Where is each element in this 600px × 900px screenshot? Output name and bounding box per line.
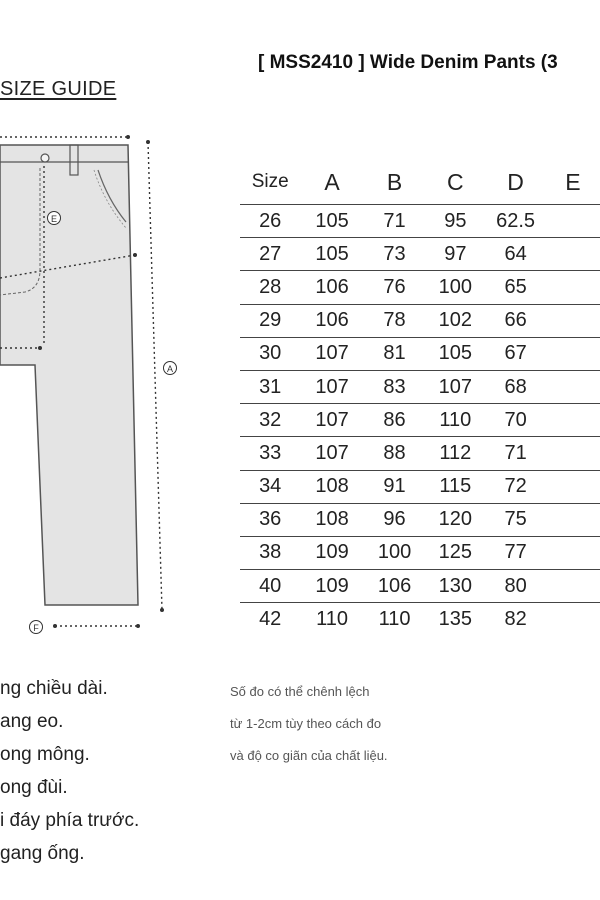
measure-cell — [546, 238, 600, 271]
measure-cell: 112 — [425, 437, 485, 470]
measure-cell: 130 — [425, 570, 485, 603]
measure-cell: 135 — [425, 603, 485, 636]
measure-cell: 82 — [485, 603, 546, 636]
measure-cell — [546, 570, 600, 603]
measure-cell: 80 — [485, 570, 546, 603]
measure-cell: 110 — [425, 404, 485, 437]
measure-cell: 107 — [300, 437, 363, 470]
size-cell: 32 — [240, 404, 300, 437]
label-a: A — [166, 364, 174, 374]
measure-cell — [546, 437, 600, 470]
size-guide-heading: SIZE GUIDE — [0, 78, 117, 100]
measure-cell: 95 — [425, 205, 485, 238]
size-cell: 40 — [240, 570, 300, 603]
size-table — [240, 160, 600, 635]
measure-cell: 115 — [425, 470, 485, 503]
size-cell: 31 — [240, 370, 300, 403]
legend-item: gang ống. — [0, 843, 85, 864]
size-cell: 34 — [240, 470, 300, 503]
size-cell: 30 — [240, 337, 300, 370]
measure-cell: 120 — [425, 503, 485, 536]
measure-cell: 62.5 — [485, 205, 546, 238]
measure-cell: 81 — [364, 337, 426, 370]
measure-cell: 109 — [300, 536, 363, 569]
table-row — [240, 603, 600, 636]
measure-cell: 105 — [425, 337, 485, 370]
measure-cell: 76 — [364, 271, 426, 304]
header-b: B — [386, 168, 403, 195]
measure-cell: 107 — [300, 337, 363, 370]
legend-item: ang eo. — [0, 711, 64, 732]
measure-cell: 107 — [300, 370, 363, 403]
table-row — [240, 503, 600, 536]
measure-cell: 105 — [300, 238, 363, 271]
measure-cell: 96 — [364, 503, 426, 536]
measure-cell: 108 — [300, 503, 363, 536]
measure-cell — [546, 304, 600, 337]
size-cell: 28 — [240, 271, 300, 304]
size-cell: 26 — [240, 205, 300, 238]
label-f: F — [33, 623, 39, 633]
size-cell: 36 — [240, 503, 300, 536]
measure-cell: 83 — [364, 370, 426, 403]
table-row — [240, 271, 600, 304]
measurement-note — [230, 676, 388, 772]
table-row — [240, 570, 600, 603]
header-d: D — [507, 168, 524, 195]
length-measure-line — [148, 142, 162, 610]
measure-cell: 107 — [425, 370, 485, 403]
size-cell: 38 — [240, 536, 300, 569]
pants-shape — [0, 145, 138, 605]
legend-item: i đáy phía trước. — [0, 810, 140, 831]
table-row — [240, 205, 600, 238]
table-row — [240, 238, 600, 271]
header-size: Size — [251, 171, 289, 192]
table-header-row — [240, 160, 600, 205]
measure-cell: 91 — [364, 470, 426, 503]
measure-cell: 86 — [364, 404, 426, 437]
measure-cell: 72 — [485, 470, 546, 503]
label-e: E — [50, 214, 58, 224]
measure-cell: 108 — [300, 470, 363, 503]
measure-cell: 125 — [425, 536, 485, 569]
measure-cell — [546, 205, 600, 238]
measure-cell — [546, 536, 600, 569]
note-line: Số đo có thể chênh lệch — [230, 684, 370, 699]
measure-cell: 67 — [485, 337, 546, 370]
size-cell: 33 — [240, 437, 300, 470]
legend-item: ong đùi. — [0, 777, 68, 798]
measure-cell — [546, 470, 600, 503]
measure-cell: 97 — [425, 238, 485, 271]
table-row — [240, 304, 600, 337]
measure-cell: 71 — [364, 205, 426, 238]
measure-cell: 64 — [485, 238, 546, 271]
table-row — [240, 470, 600, 503]
measure-cell: 70 — [485, 404, 546, 437]
note-line: và độ co giãn của chất liệu. — [230, 748, 388, 763]
size-cell: 42 — [240, 603, 300, 636]
measure-cell: 102 — [425, 304, 485, 337]
measurement-legend — [0, 672, 139, 870]
size-cell: 29 — [240, 304, 300, 337]
header-e: E — [565, 168, 581, 195]
measure-cell — [546, 271, 600, 304]
table-row — [240, 404, 600, 437]
measure-cell: 109 — [300, 570, 363, 603]
measure-cell — [546, 404, 600, 437]
measure-cell — [546, 603, 600, 636]
measure-cell: 75 — [485, 503, 546, 536]
product-title: [ MSS2410 ] Wide Denim Pants (3 — [258, 52, 558, 73]
header-c: C — [447, 168, 464, 195]
measure-cell: 110 — [300, 603, 363, 636]
measure-cell: 65 — [485, 271, 546, 304]
measure-cell: 110 — [364, 603, 426, 636]
legend-item: ong mông. — [0, 744, 90, 765]
measure-cell: 100 — [425, 271, 485, 304]
legend-item: ng chiều dài. — [0, 678, 108, 699]
measure-cell — [546, 503, 600, 536]
measure-cell: 107 — [300, 404, 363, 437]
measure-cell: 100 — [364, 536, 426, 569]
header-a: A — [324, 168, 340, 195]
table-row — [240, 337, 600, 370]
table-row — [240, 370, 600, 403]
measure-cell: 106 — [300, 271, 363, 304]
measure-cell: 68 — [485, 370, 546, 403]
measure-cell — [546, 337, 600, 370]
table-row — [240, 437, 600, 470]
note-line: từ 1-2cm tùy theo cách đo — [230, 716, 382, 731]
measure-cell: 73 — [364, 238, 426, 271]
size-cell: 27 — [240, 238, 300, 271]
measure-cell: 78 — [364, 304, 426, 337]
table-row — [240, 536, 600, 569]
measure-cell: 71 — [485, 437, 546, 470]
measure-cell: 105 — [300, 205, 363, 238]
measure-cell: 66 — [485, 304, 546, 337]
measure-cell — [546, 370, 600, 403]
pants-diagram — [0, 120, 200, 640]
measure-cell: 77 — [485, 536, 546, 569]
measure-cell: 106 — [364, 570, 426, 603]
measure-cell: 88 — [364, 437, 426, 470]
measure-cell: 106 — [300, 304, 363, 337]
